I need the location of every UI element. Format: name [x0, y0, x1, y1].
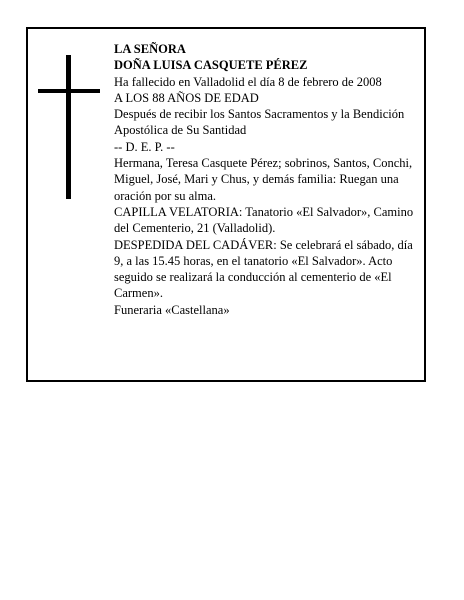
- rip-line: -- D. E. P. --: [114, 139, 175, 154]
- family-line: Hermana, Teresa Casquete Pérez; sobrinos, Santos, Conchi, Miguel, José, Mari y Chus, y demás familia: Ruegan una oración por su alma.: [114, 156, 413, 203]
- obituary-text: [114, 41, 422, 318]
- chapel-line: CAPILLA VELATORIA: Tanatorio «El Salvador», Camino del Cementerio, 21 (Valladolid).: [114, 204, 414, 236]
- title-line-1: LA SEÑORA: [114, 42, 186, 56]
- age-line: A LOS 88 AÑOS DE EDAD: [114, 90, 259, 105]
- obituary-card: [26, 27, 426, 382]
- deceased-name: DOÑA LUISA CASQUETE PÉREZ: [114, 58, 308, 73]
- farewell-line: DESPEDIDA DEL CADÁVER: Se celebrará el sábado, día 9, a las 15.45 horas, en el tanatorio «El Salvador». Acto seguido se realizará la conducción al cementerio de «El Carmen».: [114, 237, 413, 301]
- cross-vertical-bar: [66, 55, 71, 199]
- funeral-home-line: Funeraria «Castellana»: [114, 302, 230, 317]
- sacraments-line: Después de recibir los Santos Sacramentos y la Bendición Apostólica de Su Santidad: [114, 107, 405, 138]
- cross-icon: [38, 55, 100, 199]
- death-announcement: Ha fallecido en Valladolid el día 8 de febrero de 2008: [114, 74, 382, 89]
- cross-horizontal-bar: [38, 89, 100, 93]
